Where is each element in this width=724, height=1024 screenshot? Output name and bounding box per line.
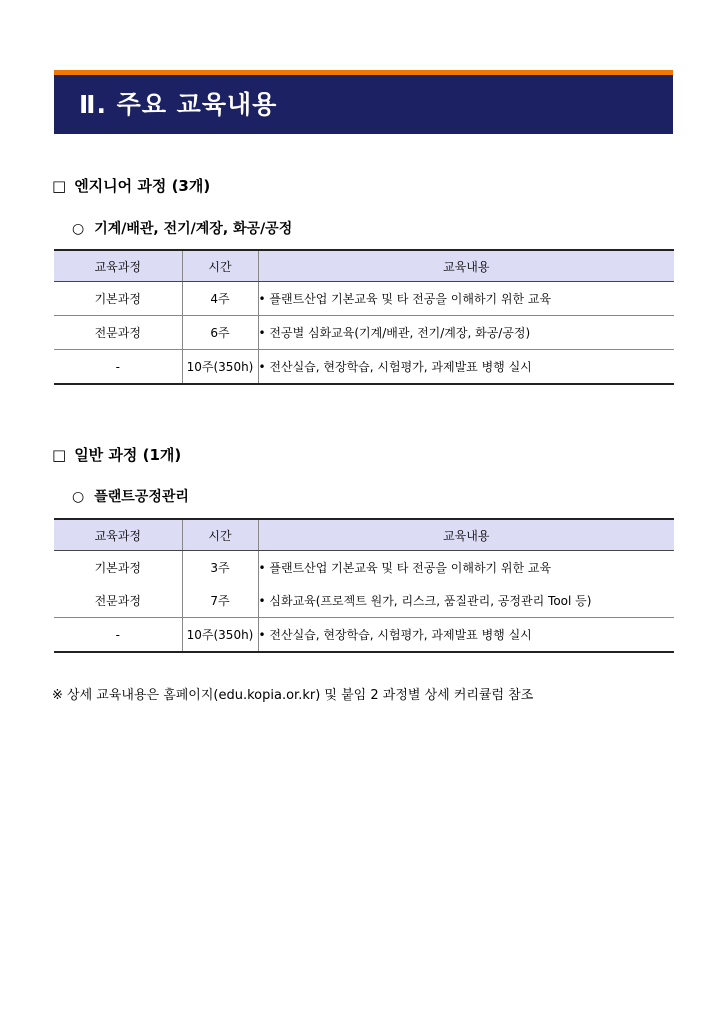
reference-note: ※ 상세 교육내용은 홈페이지(edu.kopia.or.kr) 및 붙임 2 과정별 상세 커리큘럼 참조 [52,688,534,703]
section-heading-general [52,444,181,465]
section-banner [54,70,673,134]
time-cell: 10주(350h) [182,350,258,385]
table-row [54,618,674,653]
content-cell: • 전공별 심화교육(기계/배관, 전기/계장, 화공/공정) [258,316,674,350]
column-header-content: 교육내용 [258,250,674,282]
time-cell: 3주 [182,551,258,585]
course-table-engineer [54,249,674,385]
course-cell: 전문과정 [54,584,182,618]
table-row [54,316,674,350]
course-cell: 기본과정 [54,282,182,316]
section-heading-engineer [52,175,210,196]
table-row [54,350,674,385]
table-row [54,551,674,585]
content-cell: • 전산실습, 현장학습, 시험평가, 과제발표 병행 실시 [258,350,674,385]
table-row [54,584,674,618]
time-cell: 7주 [182,584,258,618]
column-header-content: 교육내용 [258,519,674,551]
content-cell: • 심화교육(프로젝트 원가, 리스크, 품질관리, 공정관리 Tool 등) [258,584,674,618]
time-cell: 6주 [182,316,258,350]
subsection-heading [72,486,189,506]
circle-bullet-icon: ○ [72,489,85,505]
course-cell: 전문과정 [54,316,182,350]
column-header-time: 시간 [182,519,258,551]
table-row [54,282,674,316]
page-title: Ⅱ. 주요 교육내용 [79,90,278,119]
subsection-heading [72,218,292,238]
column-header-time: 시간 [182,250,258,282]
course-cell: - [54,350,182,385]
table-header-row [54,519,674,551]
circle-bullet-icon: ○ [72,221,85,237]
section-title: 일반 과정 (1개) [74,446,182,464]
course-cell: 기본과정 [54,551,182,585]
checkbox-square-icon: □ [52,177,67,195]
subsection-title: 기계/배관, 전기/계장, 화공/공정 [94,221,293,237]
column-header-course: 교육과정 [54,250,182,282]
course-cell: - [54,618,182,653]
section-title: 엔지니어 과정 (3개) [74,177,211,195]
column-header-course: 교육과정 [54,519,182,551]
content-cell: • 전산실습, 현장학습, 시험평가, 과제발표 병행 실시 [258,618,674,653]
table-header-row [54,250,674,282]
time-cell: 4주 [182,282,258,316]
checkbox-square-icon: □ [52,446,67,464]
content-cell: • 플랜트산업 기본교육 및 타 전공을 이해하기 위한 교육 [258,282,674,316]
content-cell: • 플랜트산업 기본교육 및 타 전공을 이해하기 위한 교육 [258,551,674,585]
subsection-title: 플랜트공정관리 [94,489,189,505]
course-table-general [54,518,674,653]
time-cell: 10주(350h) [182,618,258,653]
